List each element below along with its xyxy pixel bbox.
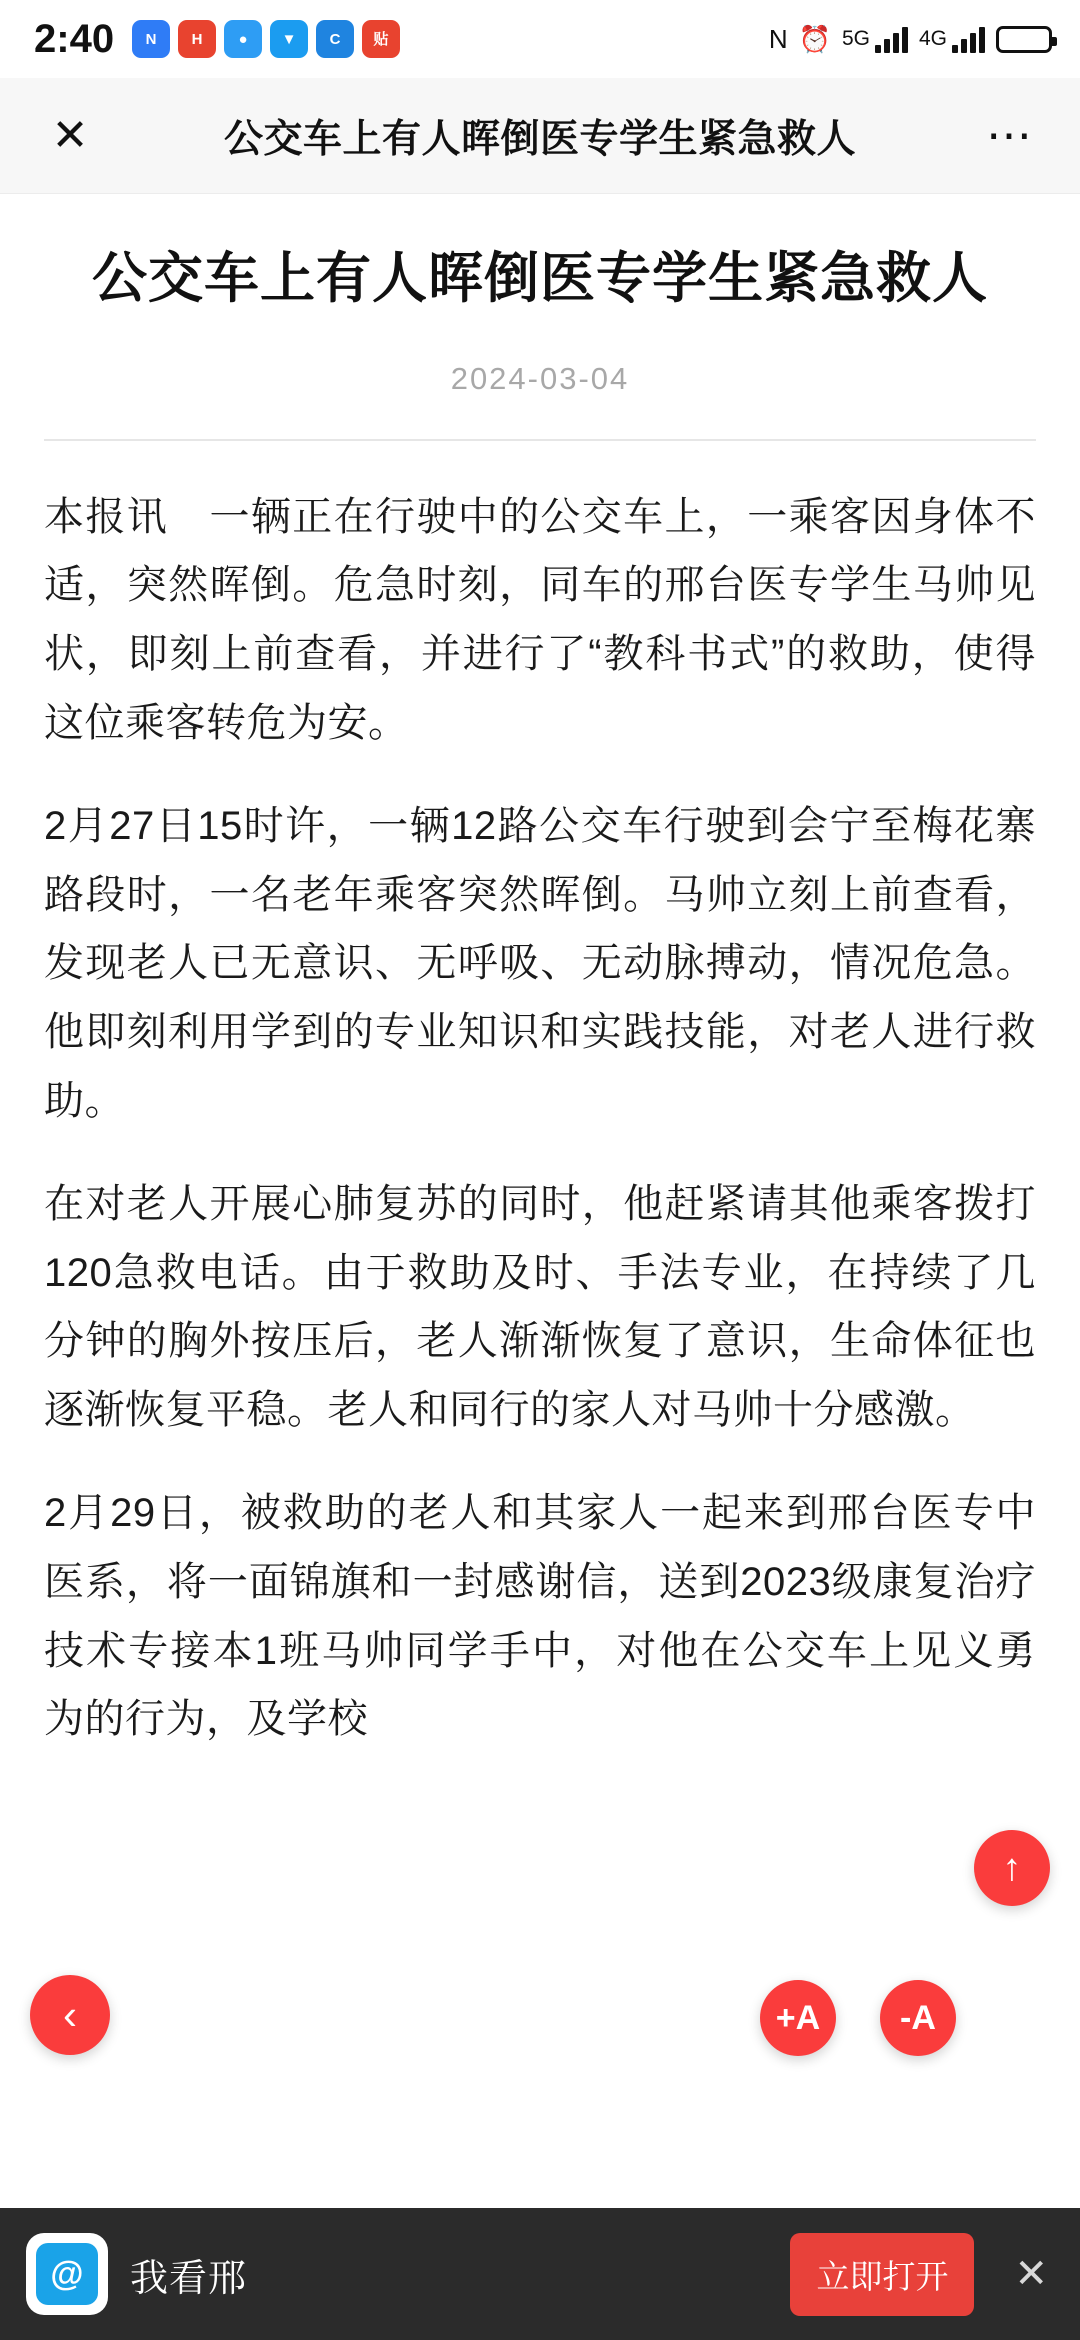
nfc-icon: N bbox=[768, 24, 788, 54]
alarm-icon: ⏰ bbox=[798, 24, 831, 54]
open-app-button[interactable]: 立即打开 bbox=[790, 2233, 974, 2316]
status-bar-system-icons bbox=[769, 25, 1052, 53]
status-bar-notification-icons bbox=[132, 20, 400, 58]
article-paragraph: 本报讯 一辆正在行驶中的公交车上，一乘客因身体不适，突然晖倒。危急时刻，同车的邢台医专学生马帅见状，即刻上前查看，并进行了“教科书式”的救助，使得这位乘客转危为安。 bbox=[44, 494, 1036, 745]
network-type-4g-label: 4G bbox=[918, 27, 947, 50]
cyan-app-icon: ● bbox=[224, 20, 262, 58]
c-app-icon: C bbox=[316, 20, 354, 58]
network-type-5g-label: 5G bbox=[841, 27, 870, 50]
header-divider bbox=[44, 439, 1036, 441]
app-logo-glyph: @ bbox=[36, 2243, 98, 2305]
battery-icon bbox=[996, 26, 1052, 53]
font-decrease-button[interactable]: -A bbox=[880, 1980, 956, 2056]
signal-4g bbox=[919, 25, 985, 53]
scroll-to-top-button[interactable]: ↑ bbox=[974, 1830, 1050, 1906]
article-paragraph: 在对老人开展心肺复苏的同时，他赶紧请其他乘客拨打120急救电话。由于救助及时、手法专业，在持续了几分钟的胸外按压后，老人渐渐恢复了意识，生命体征也逐渐恢复平稳。老人和同行的家人对马帅十分感激。 bbox=[44, 1181, 1036, 1433]
article-headline: 公交车上有人晖倒医专学生紧急救人 bbox=[91, 247, 988, 309]
article-paragraph: 2月29日，被救助的老人和其家人一起来到邢台医专中医系，将一面锦旗和一封感谢信，送到2023级康复治疗技术专接本1班马帅同学手中，对他在公交车上见义勇为的行为，及学校 bbox=[44, 1490, 1036, 1742]
article-paragraph: 2月27日15时许，一辆12路公交车行驶到会宁至梅花寨路段时，一名老年乘客突然晖倒。马帅立刻上前查看，发现老人已无意识、无呼吸、无动脉搏动，情况危急。他即刻利用学到的专业知识和实践技能，对老人进行救助。 bbox=[44, 803, 1036, 1123]
app-logo-icon bbox=[26, 2233, 108, 2315]
status-bar bbox=[0, 0, 1080, 78]
blue-app-icon: N bbox=[132, 20, 170, 58]
red-app-icon: H bbox=[178, 20, 216, 58]
signal-bars-4g-icon bbox=[952, 25, 985, 53]
blue-shield-icon: ▼ bbox=[270, 20, 308, 58]
close-icon[interactable]: ✕ bbox=[51, 110, 89, 160]
more-options-icon[interactable]: ⋯ bbox=[986, 109, 1034, 162]
status-bar-clock: 2:40 bbox=[34, 16, 115, 61]
app-promo-banner bbox=[0, 2208, 1080, 2340]
banner-close-icon[interactable]: ✕ bbox=[1014, 2252, 1048, 2296]
font-increase-button[interactable]: +A bbox=[760, 1980, 836, 2056]
article-date: 2024-03-04 bbox=[450, 360, 630, 396]
signal-bars-5g-icon bbox=[875, 25, 908, 53]
signal-5g bbox=[842, 25, 908, 53]
page-title: 公交车上有人晖倒医专学生紧急救人 bbox=[223, 117, 856, 161]
app-name-label: 我看邢 bbox=[130, 2257, 248, 2300]
previous-article-button[interactable]: ‹ bbox=[30, 1975, 110, 2055]
article-paragraphs bbox=[44, 483, 1036, 1755]
page-header bbox=[0, 78, 1080, 194]
red-sticker-icon: 贴 bbox=[362, 20, 400, 58]
